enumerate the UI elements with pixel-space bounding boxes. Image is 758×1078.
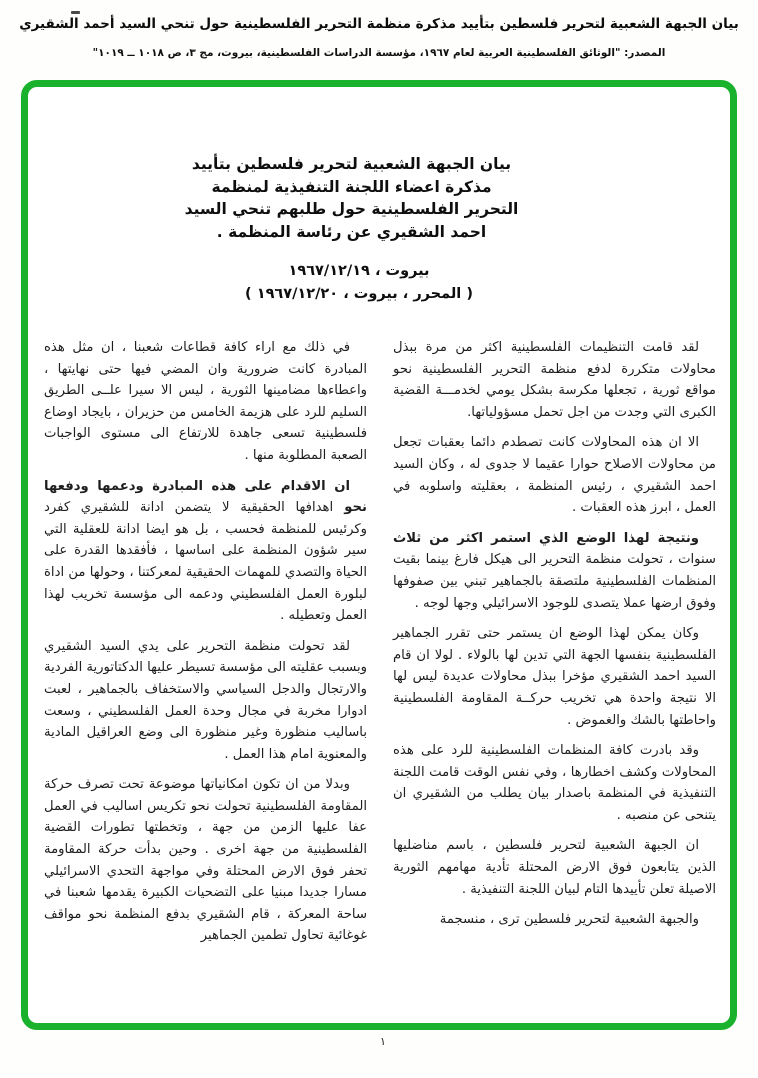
document-paragraph bbox=[393, 623, 716, 731]
document-paragraph bbox=[44, 774, 367, 947]
paragraph-segment: الا ان هذه المحاولات كانت تصطدم دائما بعقبات تجعل من محاولات الاصلاح حوارا عقيما لا جدوى له ، وكان السيد احمد الشقيري ، رئيس المنظمة ، بعقليته واسلوبه في العمل ، ابرز هذه العقبات . bbox=[393, 435, 716, 516]
paragraph-segment: لقد تحولت منظمة التحرير على يدي السيد الشقيري وبسبب عقليته الى مؤسسة تسيطر عليها الدكتاتورية الفردية والارتجال والدجل السياسي والاستخفاف بالجماهير ، لعبت ادوارا مخربة في مجال وحدة العمل الفلسطيني ، وسعت باساليب منظورة وغير منظورة الى وضع العراقيل المادية والمعنوية امام هذا العمل . bbox=[44, 638, 367, 762]
document-paragraph bbox=[393, 740, 716, 826]
paragraph-bold-segment: ان الاقدام على هذه المبادرة ودعمها ودفعها نحو bbox=[44, 478, 367, 516]
document-date-line: ( المحرر ، بيروت ، ١٩٦٧/١٢/٢٠ ) bbox=[245, 286, 473, 302]
paragraph-bold-segment: ونتيجة لهذا الوضع الذي استمر اكثر من ثلاث bbox=[393, 530, 699, 546]
document-paragraph bbox=[393, 909, 716, 931]
paragraph-segment: وبدلا من ان تكون امكانياتها موضوعة تحت تصرف حركة المقاومة الفلسطينية تحولت نحو تكريس اساليب في العمل عفا عليها الزمن من جهة ، وتخطتها تطورات القضية الفلسطينية من جهة اخرى . وحين بدأت حركة المقاومة تحفر فوق الارض المحتلة وفي مواجهة التحدي الاسرائيلي مسارا جديدا مبنيا على التضحيات الكبيرة يقدمها شعبنا في ساحة المعركة ، قام الشقيري بدفع المنظمة نحو مواقف غوغائية تحاول تطمين الجماهير bbox=[44, 777, 367, 944]
document-title-line: مذكرة اعضاء اللجنة التنفيذية لمنظمة bbox=[211, 177, 492, 196]
page-number: ١ bbox=[380, 1035, 386, 1048]
body-column-right bbox=[393, 337, 716, 940]
paragraph-segment: وكان يمكن لهذا الوضع ان يستمر حتى تقرر الجماهير الفلسطينية بنفسها الجهة التي تدين لها بالولاء . لولا ان قام السيد احمد الشقيري مؤخرا ببذل محاولات عديدة ليس لها الا نتيجة واحدة هي تخريب حركــة المقاومة الفلسطينية واحاطتها بالشك والغموض . bbox=[393, 626, 716, 728]
header-source-citation: المصدر: "الوثائق الفلسطينية العربية لعام ١٩٦٧، مؤسسة الدراسات الفلسطينية، بيروت، مج ٣، ص ١٠١٨ ــ ١٠١٩" bbox=[92, 47, 666, 59]
paragraph-segment: والجبهة الشعبية لتحرير فلسطين ترى ، منسجمة bbox=[439, 912, 699, 928]
document-green-frame bbox=[21, 80, 737, 1030]
scan-artifact-dash bbox=[71, 11, 80, 14]
document-title-line: بيان الجبهة الشعبية لتحرير فلسطين بتأييد bbox=[191, 155, 512, 173]
document-datelines bbox=[28, 260, 690, 306]
document-paragraph bbox=[393, 528, 716, 614]
document-paragraph bbox=[393, 337, 716, 423]
paragraph-segment: في ذلك مع اراء كافة قطاعات شعبنا ، ان مثل هذه المبادرة كانت ضرورية وان المضي فيها حتى نهايتها ، واعطاءها مضامينها الثورية ، ليس الا سيرا علــى الطريق السليم للرد على هزيمة الخامس من حزيران ، بايجاد اوضاع فلسطينية تسعى جاهدة للارتفاع الى مستوى الواجبات الصعبة المطلوبة منها . bbox=[44, 340, 367, 463]
document-paragraph bbox=[44, 636, 367, 766]
paragraph-segment: اهدافها الحقيقية لا يتضمن ادانة للشقيري كفرد وكرئيس للمنظمة فحسب ، بل هو ايضا ادانة للعقلية التي سير شؤون المنظمة على اساسها ، فأفقدها القدرة على الحياة والتصدي للمهمات الحقيقية لمعركتنا ، وحولها من اداة لبلورة العمل الفلسطيني ودعمه الى مؤسسة تخريب لهذا العمل وتعطيله . bbox=[44, 500, 367, 624]
document-title-line: التحرير الفلسطينية حول طلبهم تنحي السيد bbox=[184, 200, 519, 218]
document-paragraph bbox=[393, 432, 716, 518]
body-column-left bbox=[44, 337, 367, 956]
paragraph-segment: وقد بادرت كافة المنظمات الفلسطينية للرد على هذه المحاولات وكشف اخطارها ، وفي نفس الوقت قامت اللجنة التنفيذية في المنظمة باصدار بيان يطلب من الشقيري ان يتنحى عن منصبه . bbox=[393, 743, 716, 823]
document-paragraph bbox=[393, 835, 716, 900]
document-title-line: احمد الشقيري عن رئاسة المنظمة . bbox=[216, 222, 487, 241]
paragraph-segment: سنوات ، تحولت منظمة التحرير الى هيكل فارغ بينما بقيت المنظمات الفلسطينية ملتصقة بالجماهير تبني بين صفوفها وفوق ارضها عملا يتصدى للوجود الاسرائيلي وجها لوجه . bbox=[393, 552, 716, 611]
paragraph-segment: لقد قامت التنظيمات الفلسطينية اكثر من مرة ببذل محاولات متكررة لدفع منظمة التحرير الفلسطينية نحو مواقع ثورية ، تجعلها مكرسة بشكل يومي لخدمـــة القضية الكبرى التي وجدت من اجل تحمل مسؤولياتها. bbox=[393, 340, 716, 420]
paragraph-segment: ان الجبهة الشعبية لتحرير فلسطين ، باسم مناضليها الذين يتابعون فوق الارض المحتلة تأدية مهامهم الثورية الاصيلة تعلن تأييدها التام لبيان اللجنة التنفيذية . bbox=[393, 838, 716, 897]
document-paragraph bbox=[44, 476, 367, 627]
document-title bbox=[28, 153, 675, 243]
header-title: بيان الجبهة الشعبية لتحرير فلسطين بتأييد مذكرة منظمة التحرير الفلسطينية حول تنحي السيد أحمد الشقيري bbox=[19, 16, 739, 32]
document-paragraph bbox=[44, 337, 367, 467]
document-date-line: بيروت ، ١٩٦٧/١٢/١٩ bbox=[288, 263, 430, 279]
